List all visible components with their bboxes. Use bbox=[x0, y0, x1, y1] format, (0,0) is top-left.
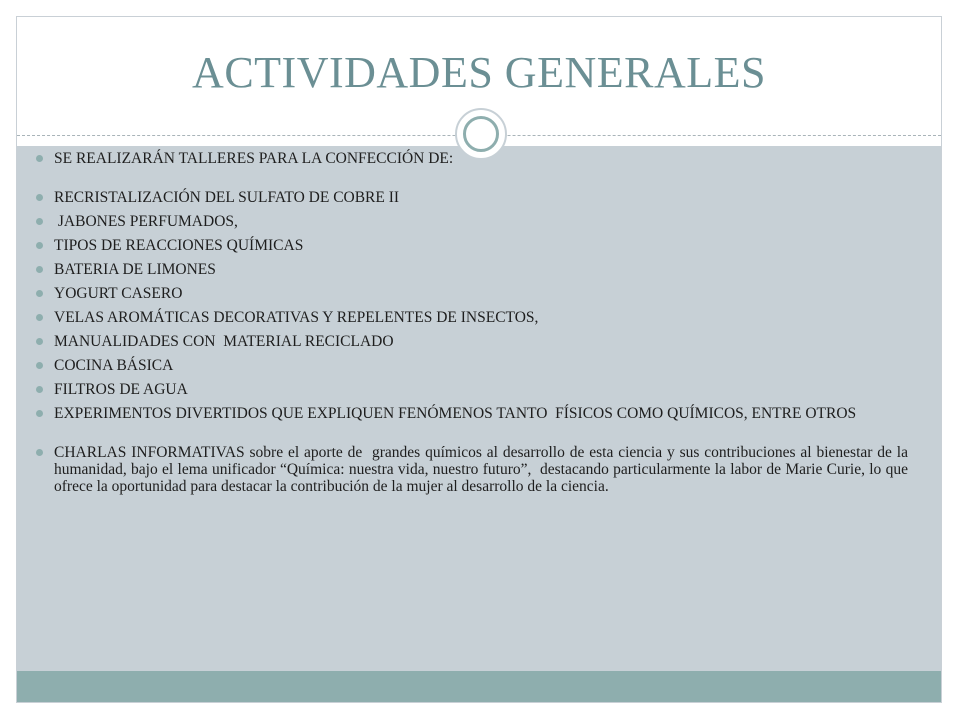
list-item-text: RECRISTALIZACIÓN DEL SULFATO DE COBRE II bbox=[54, 189, 400, 206]
list-item bbox=[36, 261, 908, 278]
list-item bbox=[36, 237, 908, 254]
bullet-icon bbox=[36, 449, 43, 456]
list-item bbox=[36, 444, 912, 495]
list-item bbox=[36, 357, 908, 374]
list-item-text: CHARLAS INFORMATIVAS sobre el aporte de grandes químicos al desarrollo de esta ciencia y sus contribuciones al bienestar de la humanidad, bajo el lema unificador “Química: nuestra vida, nuestro futuro”, destacando particularmente la labor de Marie Curie, lo que ofrece la oportunidad para destacar la contribución de la mujer al desarrollo de la ciencia. bbox=[54, 444, 912, 495]
list-item bbox=[36, 333, 908, 350]
bullet-icon bbox=[36, 266, 43, 273]
slide-title: ACTIVIDADES GENERALES bbox=[192, 48, 766, 97]
footer-band bbox=[17, 671, 941, 703]
list-item-text: TIPOS DE REACCIONES QUÍMICAS bbox=[54, 237, 304, 254]
bullet-icon bbox=[36, 386, 43, 393]
list-item-text: COCINA BÁSICA bbox=[54, 357, 174, 374]
list-item-text: MANUALIDADES CON MATERIAL RECICLADO bbox=[54, 333, 394, 350]
list-item bbox=[36, 213, 908, 230]
bullet-icon bbox=[36, 218, 43, 225]
list-item bbox=[36, 150, 908, 167]
bullet-icon bbox=[36, 314, 43, 321]
bullet-icon bbox=[36, 290, 43, 297]
bullet-icon bbox=[36, 242, 43, 249]
list-item-text: YOGURT CASERO bbox=[54, 285, 183, 302]
list-item bbox=[36, 381, 908, 398]
list-item-text: SE REALIZARÁN TALLERES PARA LA CONFECCIÓN DE: bbox=[54, 150, 454, 167]
bullet-icon bbox=[36, 194, 43, 201]
bullet-icon bbox=[36, 338, 43, 345]
list-item-text: FILTROS DE AGUA bbox=[54, 381, 188, 398]
list-item-text: EXPERIMENTOS DIVERTIDOS QUE EXPLIQUEN FENÓMENOS TANTO FÍSICOS COMO QUÍMICOS, ENTRE OTROS bbox=[54, 405, 857, 422]
list-item bbox=[36, 285, 908, 302]
bullet-list bbox=[36, 150, 912, 502]
list-item-text: JABONES PERFUMADOS, bbox=[54, 213, 238, 230]
ring-icon bbox=[463, 116, 499, 152]
list-item-text: BATERIA DE LIMONES bbox=[54, 261, 216, 278]
bullet-icon bbox=[36, 155, 43, 162]
bullet-icon bbox=[36, 410, 43, 417]
list-item bbox=[36, 189, 908, 206]
list-item bbox=[36, 309, 908, 326]
bullet-icon bbox=[36, 362, 43, 369]
list-item bbox=[36, 405, 908, 422]
list-item-text: VELAS AROMÁTICAS DECORATIVAS Y REPELENTES DE INSECTOS, bbox=[54, 309, 539, 326]
